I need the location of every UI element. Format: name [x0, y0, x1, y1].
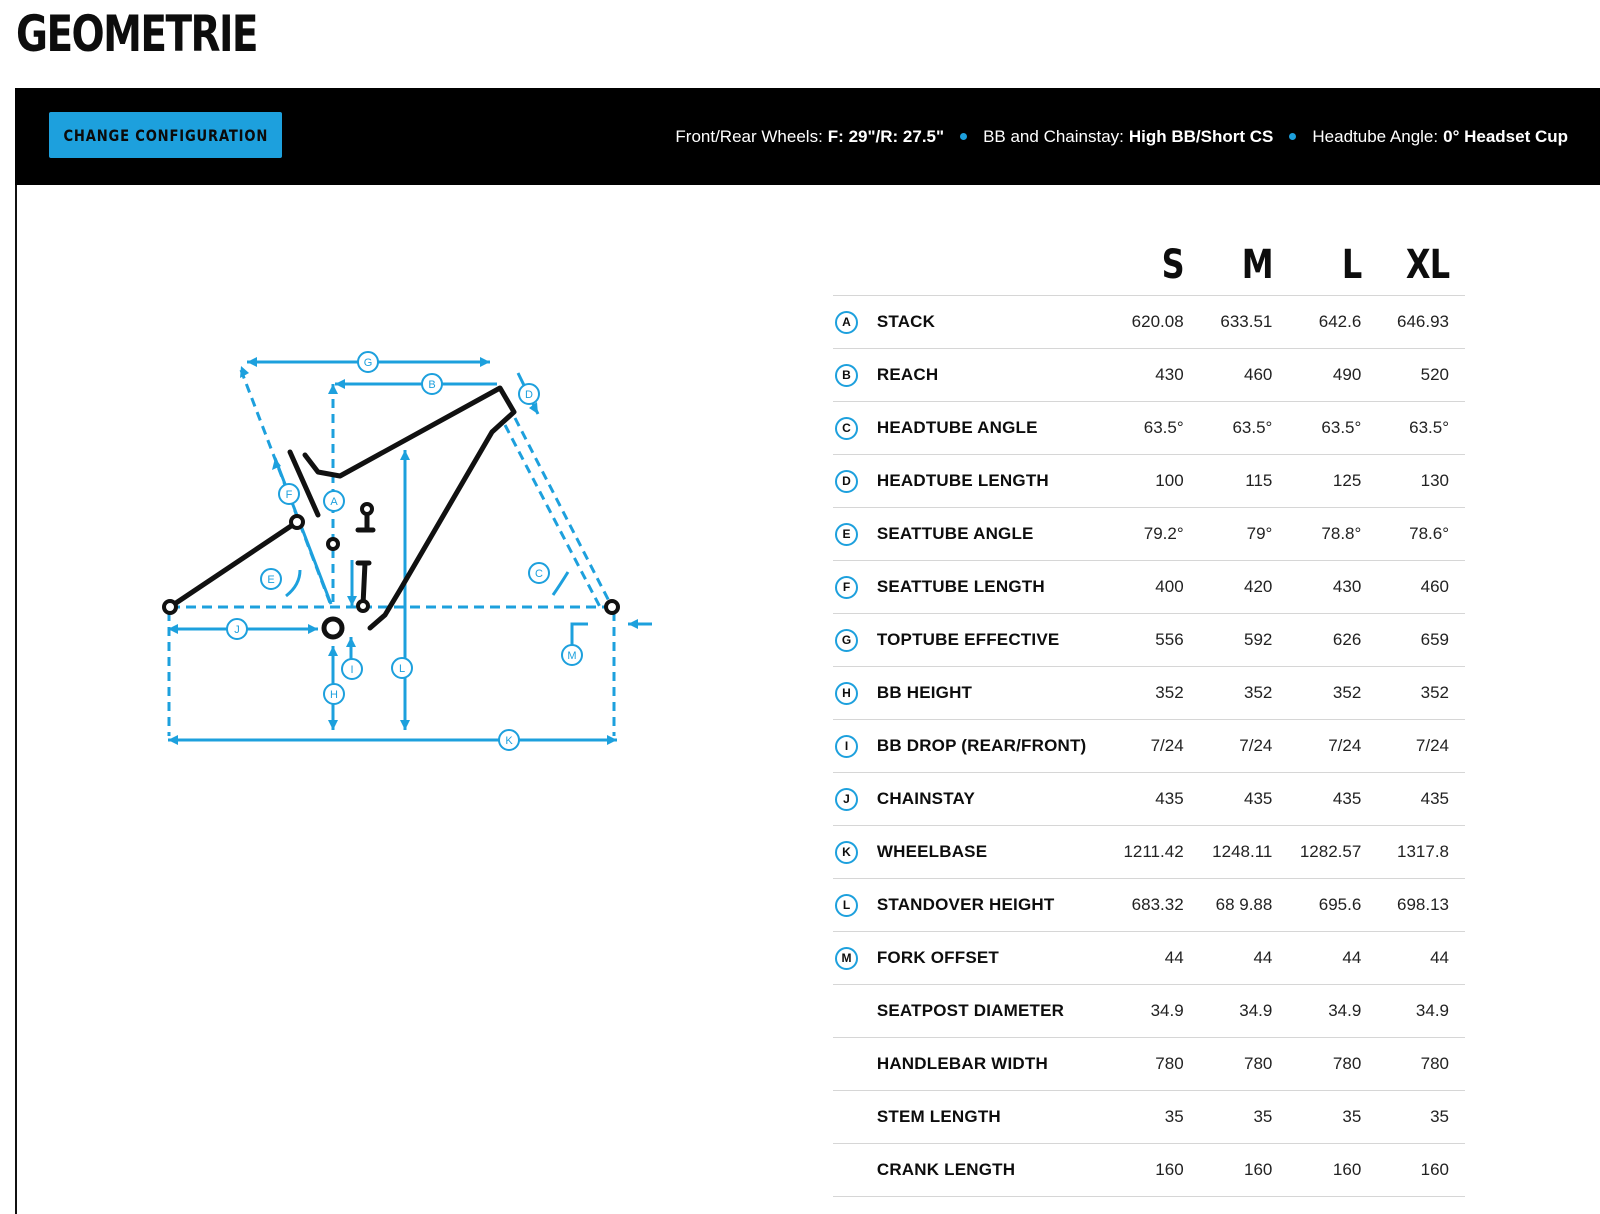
measurement-value: 35: [1361, 1091, 1465, 1144]
table-row: [833, 349, 1465, 402]
measurement-value: 1248.11: [1184, 826, 1273, 879]
config-front-rear-wheels: [675, 127, 944, 147]
frame-pivots: [164, 504, 618, 637]
pivot-icon: [291, 516, 303, 528]
marker-d: [519, 384, 539, 404]
marker-b: [422, 374, 442, 394]
marker-c: [529, 563, 549, 583]
measurement-value: 100: [1095, 455, 1184, 508]
header-spacer: [877, 228, 1095, 296]
fork-line: [505, 425, 600, 607]
table-row: [833, 932, 1465, 985]
config-label: BB and Chainstay:: [983, 126, 1124, 146]
measurement-value: 435: [1184, 773, 1273, 826]
measurement-name: STACK: [877, 296, 1095, 349]
table-row: [833, 1091, 1465, 1144]
measurement-value: 592: [1184, 614, 1273, 667]
measurement-name: FORK OFFSET: [877, 932, 1095, 985]
measurement-name: SEATTUBE LENGTH: [877, 561, 1095, 614]
measurement-value: 430: [1095, 349, 1184, 402]
measurement-value: 780: [1361, 1038, 1465, 1091]
marker-f: [279, 484, 299, 504]
measurement-value: 352: [1184, 667, 1273, 720]
marker-k: [499, 730, 519, 750]
size-header-s: S: [1161, 242, 1184, 288]
table-row: [833, 826, 1465, 879]
measurement-value: 1282.57: [1272, 826, 1361, 879]
measurement-value: 44: [1095, 932, 1184, 985]
marker-a: [324, 491, 344, 511]
badge-cell: [833, 720, 877, 773]
config-label: Front/Rear Wheels:: [675, 126, 823, 146]
measurement-value: 780: [1184, 1038, 1273, 1091]
header-spacer: [833, 228, 877, 296]
measurement-value: 130: [1361, 455, 1465, 508]
badge-cell: [833, 879, 877, 932]
measurement-value: 620.08: [1095, 296, 1184, 349]
measurement-value: 520: [1361, 349, 1465, 402]
measurement-value: 44: [1272, 932, 1361, 985]
table-row: [833, 879, 1465, 932]
measurement-value: 63.5°: [1095, 402, 1184, 455]
measurement-badge: B: [835, 364, 858, 387]
measurement-name: BB DROP (REAR/FRONT): [877, 720, 1095, 773]
arrowhead-icon: [328, 720, 338, 730]
config-label: Headtube Angle:: [1312, 126, 1439, 146]
marker-letter: K: [505, 735, 513, 747]
config-headtube-angle: [1312, 127, 1568, 147]
badge-cell: [833, 508, 877, 561]
measurement-name: CHAINSTAY: [877, 773, 1095, 826]
geometry-table: [833, 228, 1465, 1197]
badge-cell: [833, 455, 877, 508]
pivot-icon: [358, 601, 368, 611]
marker-letter: J: [234, 624, 240, 636]
marker-e: [261, 569, 281, 589]
measurement-value: 780: [1095, 1038, 1184, 1091]
marker-l: [392, 658, 412, 678]
change-configuration-label: CHANGE CONFIGURATION: [63, 125, 268, 145]
arrowhead-icon: [308, 624, 318, 634]
marker-letter: B: [428, 379, 436, 391]
measurement-value: 435: [1272, 773, 1361, 826]
measurement-value: 695.6: [1272, 879, 1361, 932]
bottom-bracket-icon: [324, 619, 342, 637]
measurement-value: 35: [1095, 1091, 1184, 1144]
measurement-value: 34.9: [1272, 985, 1361, 1038]
size-header-m: M: [1241, 242, 1273, 288]
front-axle-icon: [606, 601, 618, 613]
measurement-badge: H: [835, 682, 858, 705]
table-row: [833, 985, 1465, 1038]
marker-letter: A: [330, 496, 338, 508]
table-row: [833, 455, 1465, 508]
size-header-row: [833, 228, 1465, 296]
measurement-value: 352: [1272, 667, 1361, 720]
arrowhead-icon: [628, 619, 638, 629]
table-row: [833, 1038, 1465, 1091]
measurement-badge: A: [835, 311, 858, 334]
marker-letter: G: [363, 357, 373, 369]
dimension-lines: [168, 362, 652, 740]
marker-m: [562, 645, 582, 665]
measurement-value: 642.6: [1272, 296, 1361, 349]
measurement-value: 430: [1272, 561, 1361, 614]
page-title: GEOMETRIE: [16, 5, 258, 63]
measurement-value: 35: [1184, 1091, 1273, 1144]
measurement-value: 63.5°: [1361, 402, 1465, 455]
badge-cell: [833, 773, 877, 826]
measurement-value: 1317.8: [1361, 826, 1465, 879]
badge-cell: [833, 561, 877, 614]
measurement-badge: D: [835, 470, 858, 493]
dimension-line-m: [572, 624, 588, 645]
arrowhead-icon: [607, 735, 617, 745]
measurement-badge: I: [835, 735, 858, 758]
marker-i: [342, 659, 362, 679]
marker-letter: I: [350, 664, 354, 676]
badge-cell: [833, 985, 877, 1038]
measurement-name: STANDOVER HEIGHT: [877, 879, 1095, 932]
badge-cell: [833, 667, 877, 720]
measurement-value: 63.5°: [1272, 402, 1361, 455]
badge-cell: [833, 614, 877, 667]
table-row: [833, 773, 1465, 826]
marker-g: [358, 352, 378, 372]
size-header-l: L: [1341, 242, 1362, 288]
measurement-value: 1211.42: [1095, 826, 1184, 879]
badge-cell: [833, 1144, 877, 1197]
marker-letter: E: [267, 574, 275, 586]
measurement-badge: L: [835, 894, 858, 917]
measurement-value: 160: [1184, 1144, 1273, 1197]
separator-dot-icon: [960, 133, 967, 140]
measurement-value: 44: [1184, 932, 1273, 985]
measurement-value: 7/24: [1361, 720, 1465, 773]
measurement-badge: K: [835, 841, 858, 864]
measurement-value: 7/24: [1095, 720, 1184, 773]
marker-letter: L: [398, 663, 406, 675]
badge-cell: [833, 826, 877, 879]
marker-letter: D: [525, 389, 533, 401]
frame-seat-stay: [170, 522, 297, 607]
measurement-badge: C: [835, 417, 858, 440]
separator-dot-icon: [1289, 133, 1296, 140]
measurement-badge: M: [835, 947, 858, 970]
measurement-value: 460: [1184, 349, 1273, 402]
marker-h: [324, 684, 344, 704]
pivot-icon: [362, 504, 372, 514]
measurement-badge: F: [835, 576, 858, 599]
configuration-summary: [675, 88, 1568, 185]
measurement-name: SEATTUBE ANGLE: [877, 508, 1095, 561]
table-row: [833, 508, 1465, 561]
badge-cell: [833, 1038, 877, 1091]
measurement-value: 68 9.88: [1184, 879, 1273, 932]
measurement-value: 435: [1361, 773, 1465, 826]
config-value: F: 29"/R: 27.5": [827, 126, 945, 146]
measurement-name: HEADTUBE LENGTH: [877, 455, 1095, 508]
table-row: [833, 561, 1465, 614]
badge-cell: [833, 296, 877, 349]
measurement-value: 78.8°: [1272, 508, 1361, 561]
arrowhead-icon: [168, 735, 178, 745]
geometry-rows: [833, 296, 1465, 1197]
arrowheads: [168, 357, 638, 745]
table-row: [833, 1144, 1465, 1197]
badge-cell: [833, 1091, 877, 1144]
measurement-name: CRANK LENGTH: [877, 1144, 1095, 1197]
measurement-value: 160: [1095, 1144, 1184, 1197]
marker-j: [227, 619, 247, 639]
table-row: [833, 296, 1465, 349]
measurement-value: 352: [1361, 667, 1465, 720]
measurement-value: 659: [1361, 614, 1465, 667]
shock-body: [363, 563, 365, 605]
badge-cell: [833, 402, 877, 455]
rear-axle-icon: [164, 601, 176, 613]
configuration-bar: [15, 88, 1600, 185]
measurement-value: 400: [1095, 561, 1184, 614]
measurement-badge: J: [835, 788, 858, 811]
measurement-name: STEM LENGTH: [877, 1091, 1095, 1144]
measurement-value: 780: [1272, 1038, 1361, 1091]
measurement-value: 7/24: [1272, 720, 1361, 773]
measurement-value: 34.9: [1095, 985, 1184, 1038]
measurement-badge: G: [835, 629, 858, 652]
pivot-icon: [328, 539, 338, 549]
arrowhead-icon: [480, 357, 490, 367]
marker-letter: F: [285, 489, 293, 501]
measurement-name: HEADTUBE ANGLE: [877, 402, 1095, 455]
config-value: 0° Headset Cup: [1443, 126, 1568, 146]
geometry-diagram: [150, 340, 670, 760]
marker-letter: H: [330, 689, 338, 701]
measurement-value: 35: [1272, 1091, 1361, 1144]
angle-arc-e: [286, 570, 300, 596]
measurement-value: 63.5°: [1184, 402, 1273, 455]
measurement-value: 115: [1184, 455, 1273, 508]
measurement-name: HANDLEBAR WIDTH: [877, 1038, 1095, 1091]
measurement-value: 646.93: [1361, 296, 1465, 349]
measurement-value: 34.9: [1184, 985, 1273, 1038]
arrowhead-icon: [335, 379, 345, 389]
measurement-value: 556: [1095, 614, 1184, 667]
config-value: High BB/Short CS: [1128, 126, 1274, 146]
measurement-value: 460: [1361, 561, 1465, 614]
measurement-name: SEATPOST DIAMETER: [877, 985, 1095, 1038]
badge-cell: [833, 349, 877, 402]
measurement-value: 160: [1272, 1144, 1361, 1197]
measurement-value: 160: [1361, 1144, 1465, 1197]
arrowhead-icon: [347, 596, 357, 606]
table-row: [833, 614, 1465, 667]
measurement-name: BB HEIGHT: [877, 667, 1095, 720]
measurement-badge: E: [835, 523, 858, 546]
change-configuration-button[interactable]: [49, 112, 282, 158]
measurement-value: 78.6°: [1361, 508, 1465, 561]
marker-letter: M: [567, 650, 577, 662]
arrowhead-icon: [328, 646, 338, 656]
measurement-value: 698.13: [1361, 879, 1465, 932]
config-bb-chainstay: [983, 127, 1273, 147]
measurement-name: REACH: [877, 349, 1095, 402]
arrowhead-icon: [346, 637, 356, 647]
marker-letter: C: [535, 568, 543, 580]
angle-arc-c: [553, 572, 568, 595]
measurement-value: 435: [1095, 773, 1184, 826]
arrowhead-icon: [400, 720, 410, 730]
table-row: [833, 720, 1465, 773]
measurement-value: 626: [1272, 614, 1361, 667]
arrowhead-icon: [247, 357, 257, 367]
measurement-value: 34.9: [1361, 985, 1465, 1038]
measurement-value: 683.32: [1095, 879, 1184, 932]
measurement-name: TOPTUBE EFFECTIVE: [877, 614, 1095, 667]
measurement-name: WHEELBASE: [877, 826, 1095, 879]
measurement-value: 79.2°: [1095, 508, 1184, 561]
table-row: [833, 667, 1465, 720]
table-row: [833, 402, 1465, 455]
badge-cell: [833, 932, 877, 985]
measurement-value: 125: [1272, 455, 1361, 508]
measurement-value: 490: [1272, 349, 1361, 402]
measurement-value: 7/24: [1184, 720, 1273, 773]
measurement-value: 633.51: [1184, 296, 1273, 349]
measurement-value: 352: [1095, 667, 1184, 720]
arrowhead-icon: [400, 450, 410, 460]
measurement-value: 44: [1361, 932, 1465, 985]
measurement-value: 420: [1184, 561, 1273, 614]
size-header-xl: XL: [1405, 242, 1449, 288]
measurement-value: 79°: [1184, 508, 1273, 561]
